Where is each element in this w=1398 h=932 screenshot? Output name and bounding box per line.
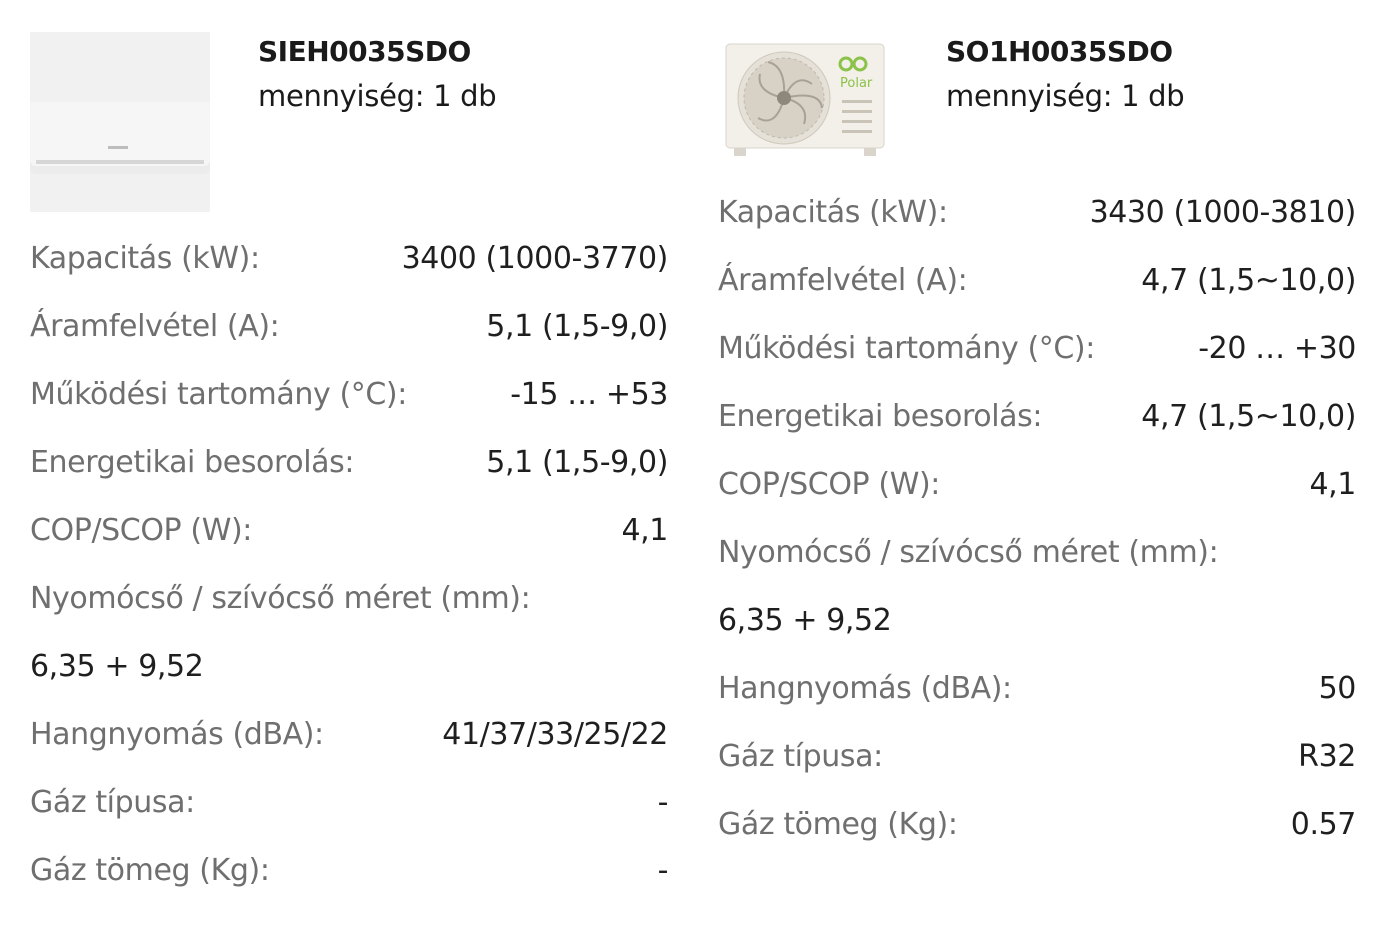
spec-row-current (718, 246, 1356, 314)
polar-logo-text: Polar (840, 76, 873, 91)
product-model[interactable]: SIEH0035SDO (258, 35, 471, 68)
spec-label: Működési tartomány (°C): (30, 376, 407, 412)
spec-label: Gáz tömeg (Kg): (718, 806, 958, 842)
spec-value: 4,7 (1,5~10,0) (1141, 398, 1356, 434)
brand-mark (108, 146, 128, 149)
indoor-title-block (258, 34, 496, 122)
spec-value: 3400 (1000-3770) (401, 240, 668, 276)
spec-row-capacity (30, 224, 668, 292)
spec-row-pipe-value (30, 632, 668, 700)
spec-value: -20 … +30 (1198, 330, 1356, 366)
spec-row-pipe-label (718, 518, 1356, 586)
spec-label: Hangnyomás (dBA): (718, 670, 1012, 706)
spec-label: Működési tartomány (°C): (718, 330, 1095, 366)
spec-label: Nyomócső / szívócső méret (mm): (30, 580, 531, 616)
spec-row-gas-mass (30, 836, 668, 904)
spec-label: Energetikai besorolás: (30, 444, 355, 480)
spec-row-operating-range (30, 360, 668, 428)
spec-value: 4,7 (1,5~10,0) (1141, 262, 1356, 298)
spec-value: 50 (1318, 670, 1356, 706)
spec-row-current (30, 292, 668, 360)
spec-row-pipe-value (718, 586, 1356, 654)
spec-label: Energetikai besorolás: (718, 398, 1043, 434)
spec-value: 5,1 (1,5-9,0) (486, 444, 668, 480)
spec-label: Gáz típusa: (30, 784, 195, 820)
spec-value: 5,1 (1,5-9,0) (486, 308, 668, 344)
spec-value: - (657, 852, 668, 888)
spec-row-energy-class (718, 382, 1356, 450)
spec-label: Kapacitás (kW): (718, 194, 948, 230)
spec-label: Gáz tömeg (Kg): (30, 852, 270, 888)
spec-row-operating-range (718, 314, 1356, 382)
outdoor-unit-image[interactable] (724, 42, 888, 160)
spec-label: Nyomócső / szívócső méret (mm): (718, 534, 1219, 570)
spec-value: R32 (1298, 738, 1356, 774)
spec-label: COP/SCOP (W): (718, 466, 940, 502)
spec-label: Gáz típusa: (718, 738, 883, 774)
spec-value: - (657, 784, 668, 820)
spec-value: 0.57 (1290, 806, 1356, 842)
spec-row-capacity (718, 178, 1356, 246)
spec-label: Áramfelvétel (A): (718, 262, 968, 298)
spec-row-sound (30, 700, 668, 768)
spec-row-cop (718, 450, 1356, 518)
product-quantity: mennyiség: 1 db (258, 79, 497, 113)
spec-label: COP/SCOP (W): (30, 512, 252, 548)
indoor-ac-unit-icon (30, 102, 210, 174)
outdoor-title-block (946, 34, 1184, 122)
spec-row-gas-type (30, 768, 668, 836)
spec-row-cop (30, 496, 668, 564)
spec-value: 4,1 (1309, 466, 1356, 502)
spec-row-gas-mass (718, 790, 1356, 858)
spec-value: 6,35 + 9,52 (718, 602, 892, 638)
spec-value: 3430 (1000-3810) (1089, 194, 1356, 230)
spec-row-gas-type (718, 722, 1356, 790)
spec-label: Áramfelvétel (A): (30, 308, 280, 344)
spec-list (30, 224, 668, 904)
spec-row-pipe-label (30, 564, 668, 632)
product-model[interactable]: SO1H0035SDO (946, 35, 1173, 68)
air-outlet (36, 160, 204, 164)
spec-label: Hangnyomás (dBA): (30, 716, 324, 752)
spec-label: Kapacitás (kW): (30, 240, 260, 276)
spec-value: -15 … +53 (510, 376, 668, 412)
spec-row-energy-class (30, 428, 668, 496)
indoor-unit-image[interactable] (30, 32, 210, 212)
spec-row-sound (718, 654, 1356, 722)
product-quantity: mennyiség: 1 db (946, 79, 1185, 113)
spec-value: 6,35 + 9,52 (30, 648, 204, 684)
spec-value: 4,1 (621, 512, 668, 548)
outdoor-ac-unit-icon (724, 42, 888, 160)
spec-list (718, 178, 1356, 858)
spec-value: 41/37/33/25/22 (442, 716, 668, 752)
